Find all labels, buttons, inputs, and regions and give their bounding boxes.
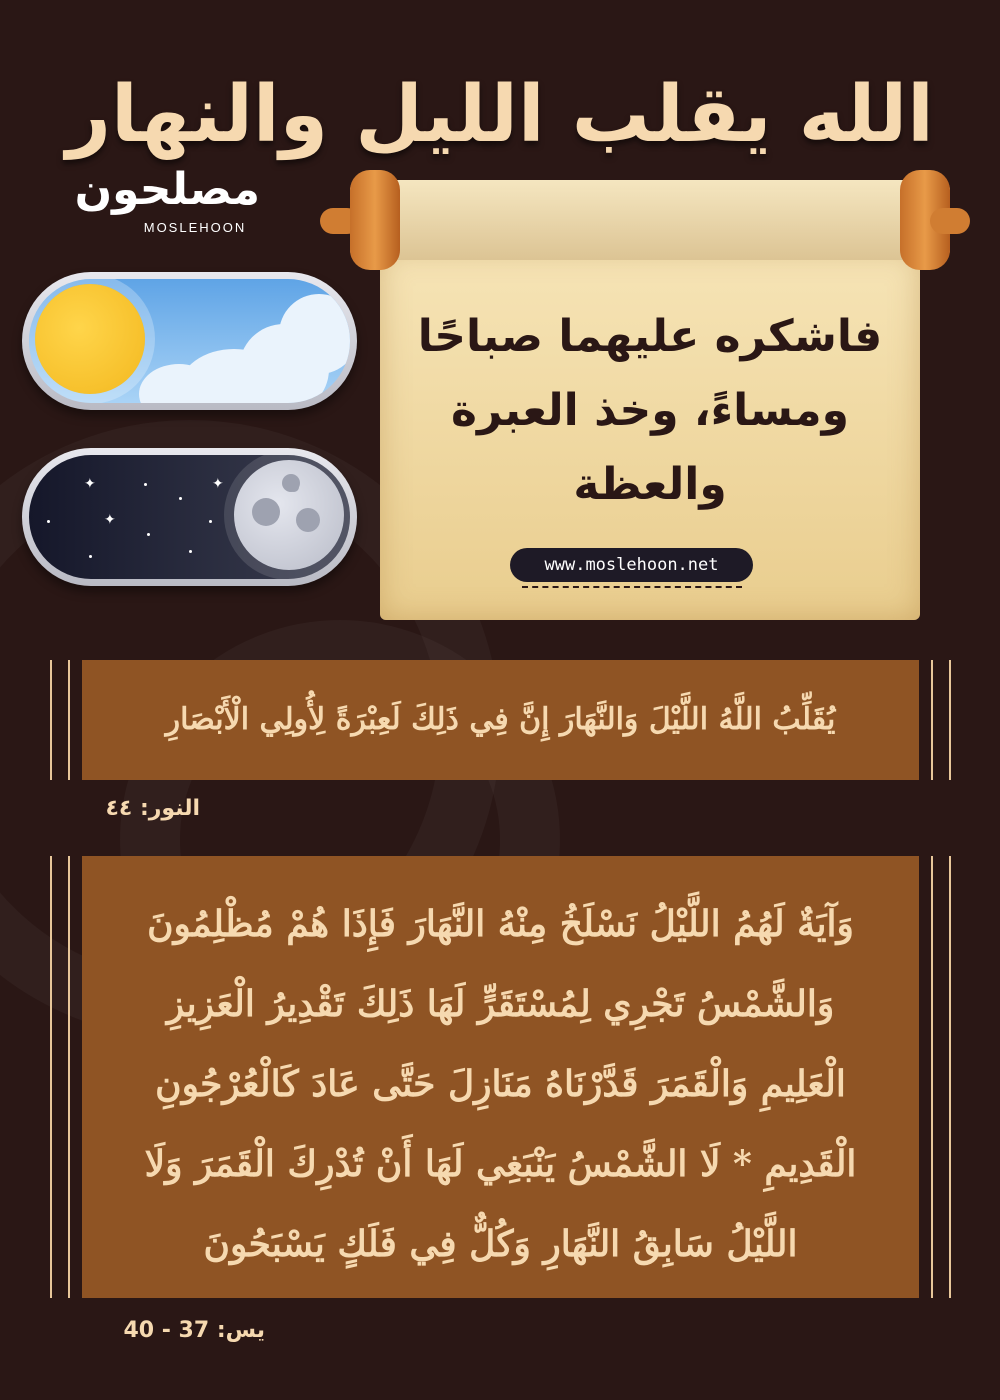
moon-crater [296, 508, 320, 532]
scroll-line: والعظة [573, 459, 727, 510]
star-icon: ✦ [84, 476, 96, 492]
night-toggle [22, 448, 357, 586]
verse-line: وَالشَّمْسُ تَجْرِي لِمُسْتَقَرٍّ لَهَا ذَلِكَ تَقْدِيرُ الْعَزِيزِ [166, 983, 835, 1025]
verse-line: الْقَدِيمِ * لَا الشَّمْسُ يَنْبَغِي لَهَا أَنْ تُدْرِكَ الْقَمَرَ وَلَا [144, 1143, 857, 1185]
verse-reference: النور: ٤٤ [105, 796, 200, 821]
moon-crater [252, 498, 280, 526]
verse-text: يُقَلِّبُ اللَّهُ اللَّيْلَ وَالنَّهَارَ إِنَّ فِي ذَلِكَ لَعِبْرَةً لِأُولِي الْأَبْصَارِ [165, 702, 836, 737]
star-dot [179, 497, 182, 500]
scroll-rod [350, 180, 950, 260]
verse-line: وَآيَةٌ لَهُمُ اللَّيْلُ نَسْلَخُ مِنْهُ النَّهَارَ فَإِذَا هُمْ مُظْلِمُونَ [147, 903, 854, 945]
day-sky [29, 279, 350, 403]
page-title: الله يقلب الليل والنهار [66, 70, 934, 160]
moon-crater [289, 482, 299, 492]
ornament-frame-right [931, 856, 951, 1298]
scroll-cap [350, 170, 400, 270]
star-dot [209, 520, 212, 523]
star-icon: ✦ [212, 476, 224, 492]
logo-mark: مصلحون [74, 164, 260, 215]
day-toggle [22, 272, 357, 410]
star-dot [47, 520, 50, 523]
logo-text: MOSLEHOON [143, 220, 247, 235]
ornament-frame-left [50, 856, 70, 1298]
logo [74, 160, 260, 260]
star-dot [144, 483, 147, 486]
ornament-frame-right [931, 660, 951, 780]
night-sky [29, 455, 350, 579]
verse-line: الْعَلِيمِ وَالْقَمَرَ قَدَّرْنَاهُ مَنَازِلَ حَتَّى عَادَ كَالْعُرْجُونِ [155, 1063, 846, 1105]
scroll-text [400, 300, 900, 522]
verse-reference: يس: 37 - 40 [123, 1318, 265, 1343]
verse-box [82, 856, 919, 1298]
ornament-frame-left [50, 660, 70, 780]
star-dot [189, 550, 192, 553]
sun-icon [35, 284, 145, 394]
verse-line: اللَّيْلُ سَابِقُ النَّهَارِ وَكُلٌّ فِي فَلَكٍ يَسْبَحُونَ [203, 1223, 798, 1265]
moon-icon [234, 460, 344, 570]
url-underline [522, 586, 742, 588]
star-dot [89, 555, 92, 558]
scroll-knob [930, 208, 970, 234]
website-url[interactable]: www.moslehoon.net [510, 548, 753, 582]
scroll-line: فاشكره عليهما صباحًا [417, 311, 883, 362]
scroll-line: ومساءً، وخذ العبرة [451, 385, 849, 436]
verse-box [82, 660, 919, 780]
star-dot [147, 533, 150, 536]
star-icon: ✦ [104, 512, 116, 528]
